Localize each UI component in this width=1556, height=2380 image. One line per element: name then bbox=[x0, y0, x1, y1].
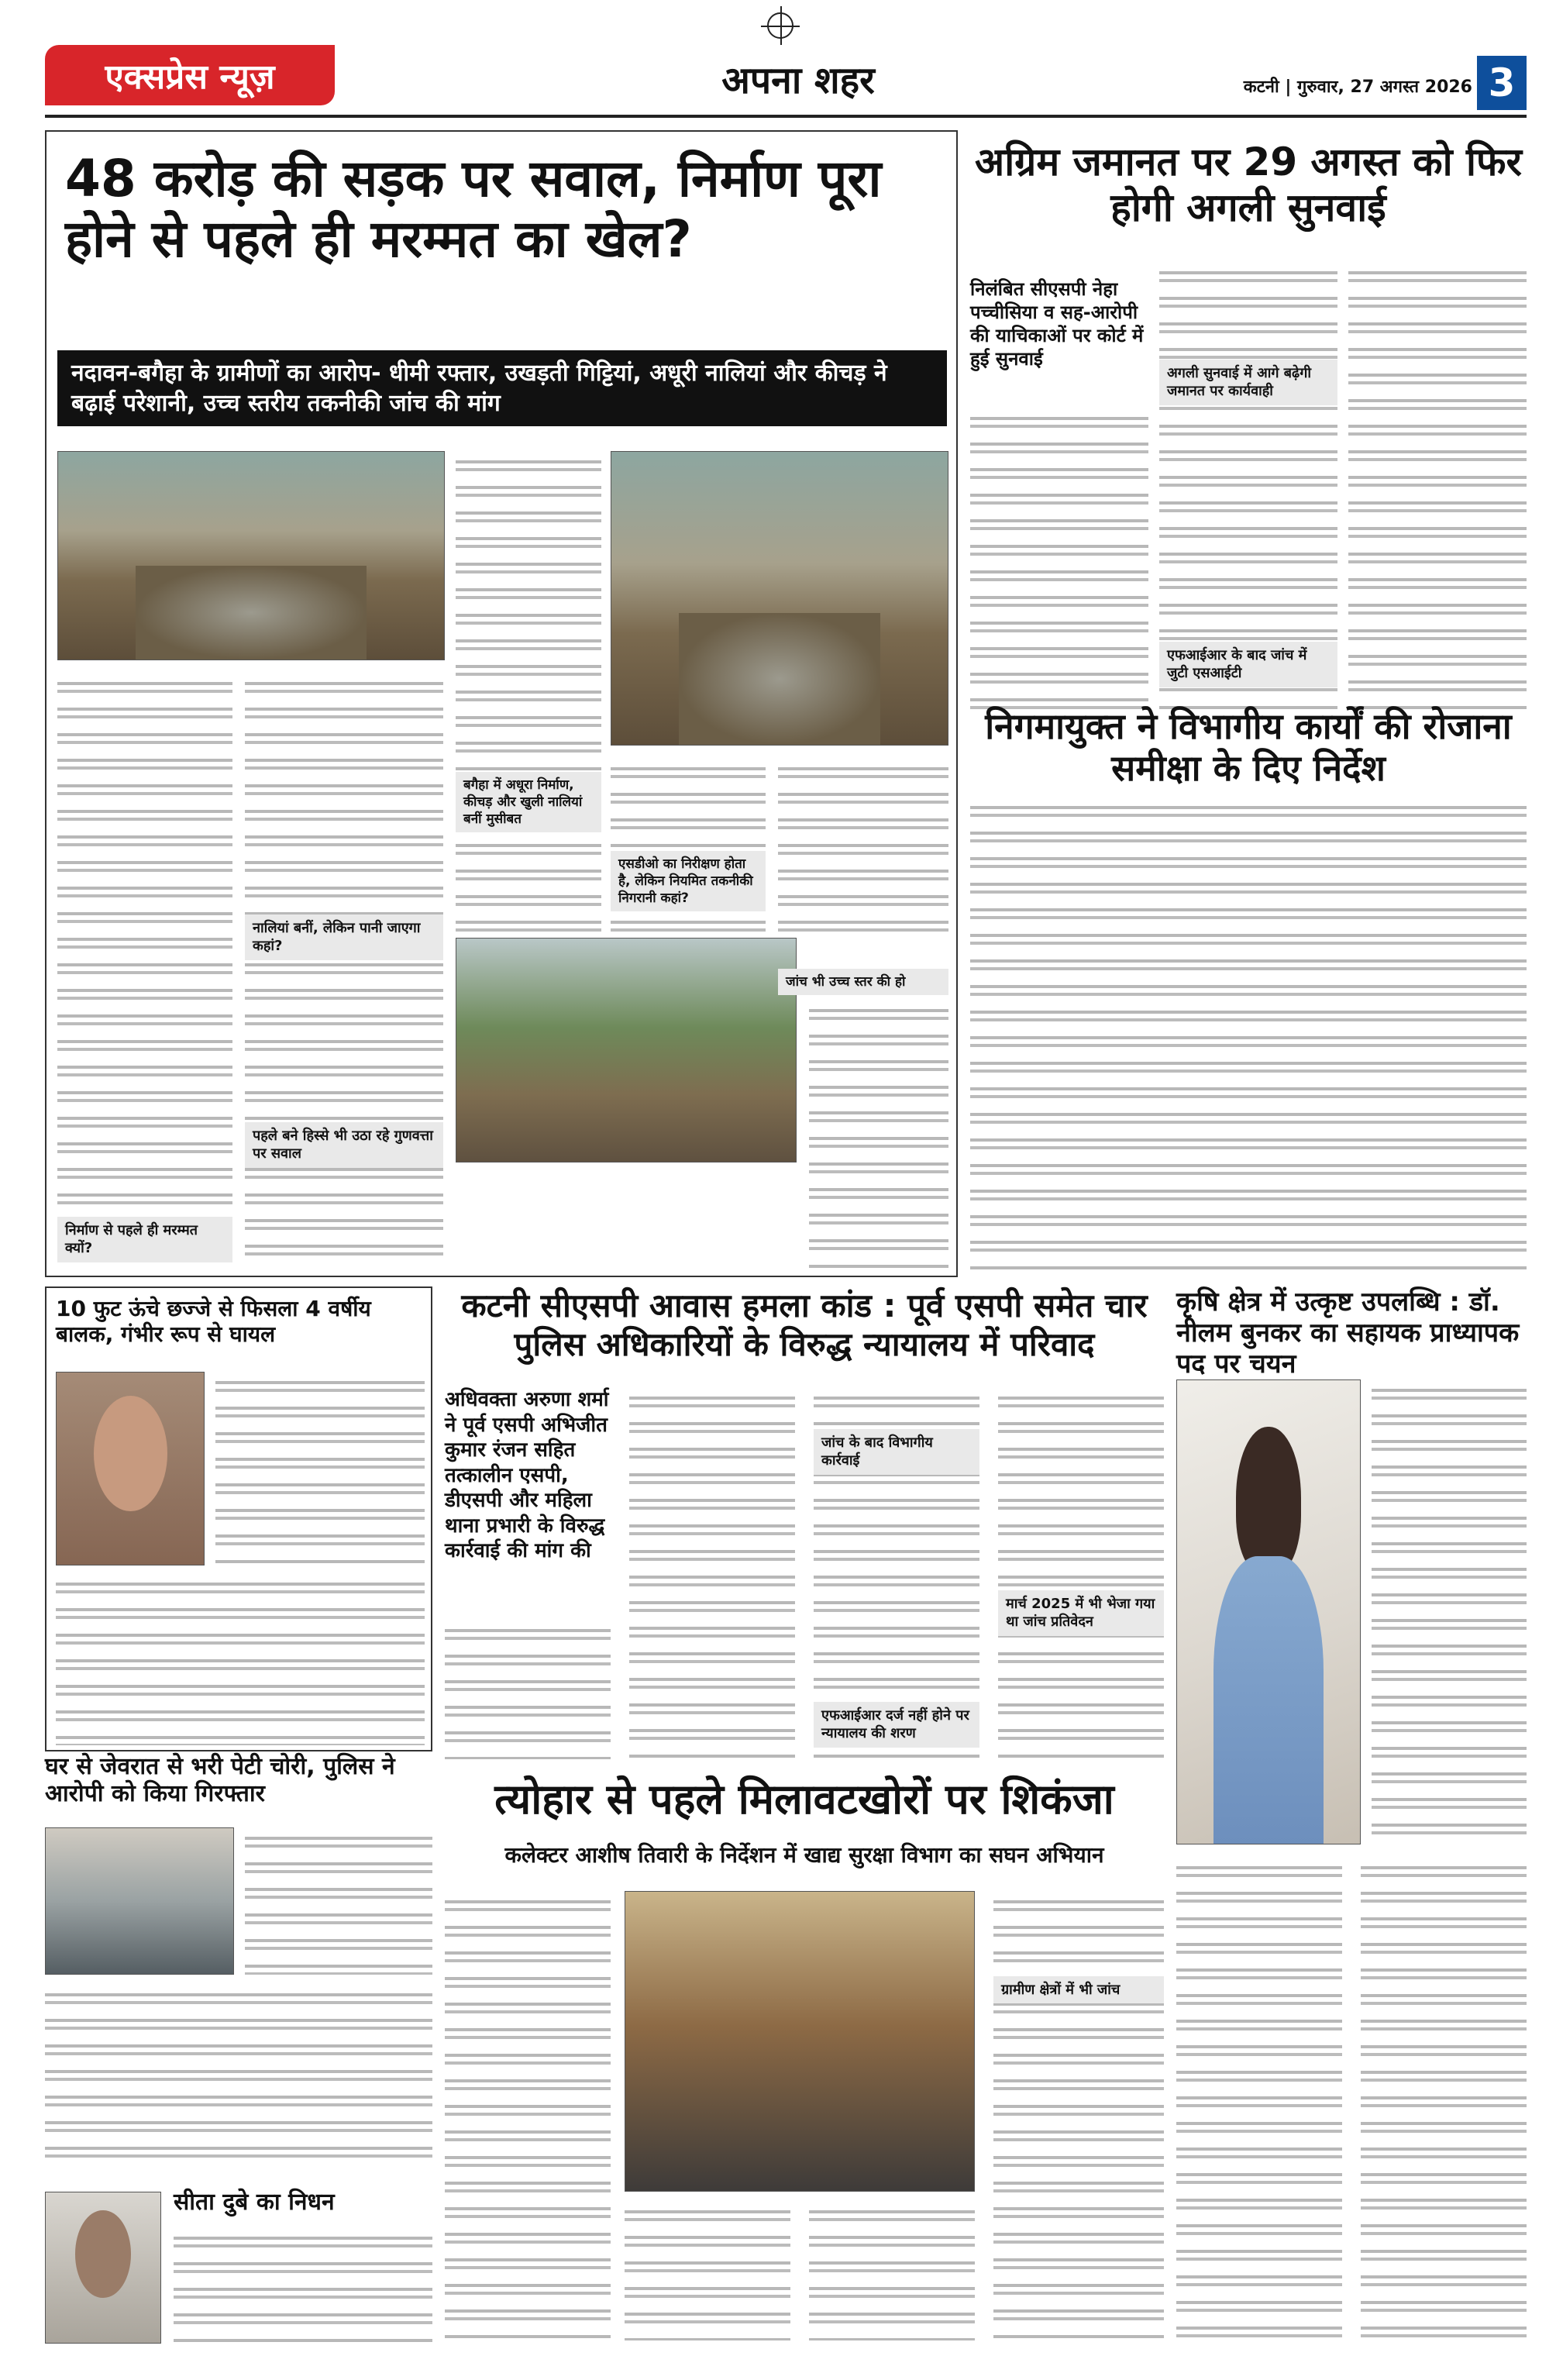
child-body bbox=[56, 1573, 425, 1745]
dateline: कटनी | गुरुवार, 27 अगस्त 2026 bbox=[1243, 77, 1472, 97]
assault-headline: कटनी सीएसपी आवास हमला कांड : पूर्व एसपी समेत चार पुलिस अधिकारियों के विरुद्ध न्यायालय में परिवाद bbox=[461, 1286, 1148, 1363]
lead-subhead-4: पहले बने हिस्से भी उठा रहे गुणवत्ता पर सवाल bbox=[245, 1122, 443, 1168]
newspaper-brand bbox=[45, 45, 335, 105]
assault-column-2 bbox=[629, 1387, 795, 1759]
lead-photo-broken-drain bbox=[57, 451, 445, 660]
food-column-2 bbox=[625, 2201, 790, 2340]
lead-subhead-5: एसडीओ का निरीक्षण होता है, लेकिन नियमित तकनीकी निगरानी कहां? bbox=[611, 851, 766, 911]
assault-subhead-1: जांच के बाद विभागीय कार्रवाई bbox=[814, 1429, 979, 1475]
child-photo bbox=[56, 1372, 205, 1565]
theft-headline: घर से जेवरात से भरी पेटी चोरी, पुलिस ने आरोपी को किया गिरफ्तार bbox=[45, 1753, 395, 1808]
agri-headline: कृषि क्षेत्र में उत्कृष्ट उपलब्धि : डॉ. नीलम बुनकर का सहायक प्राध्यापक पद पर चयन bbox=[1176, 1286, 1520, 1380]
child-column-1 bbox=[215, 1372, 425, 1565]
registration-mark-icon bbox=[767, 12, 793, 39]
lead-column-5 bbox=[778, 758, 948, 936]
assault-kicker: अधिवक्ता अरुणा शर्मा ने पूर्व एसपी अभिजीत कुमार रंजन सहित तत्कालीन एसपी, डीएसपी और महिला थाना प्रभारी के विरुद्ध कार्रवाई की मांग की bbox=[445, 1388, 609, 1562]
food-column-3 bbox=[809, 2201, 975, 2340]
agri-column-3 bbox=[1361, 1857, 1527, 2342]
bail-subhead-2: एफआईआर के बाद जांच में जुटी एसआईटी bbox=[1159, 642, 1337, 687]
brand-name: एक्सप्रेस न्यूज़ bbox=[105, 57, 275, 97]
theft-story bbox=[45, 1753, 432, 2179]
obituary-photo bbox=[45, 2192, 161, 2344]
bail-column-3 bbox=[1348, 262, 1527, 711]
assault-story bbox=[445, 1286, 1164, 1767]
food-column-4 bbox=[993, 1891, 1164, 2340]
child-story bbox=[45, 1286, 432, 1751]
commissioner-story bbox=[970, 705, 1527, 1277]
masthead-rule bbox=[45, 115, 1527, 118]
assault-column-4 bbox=[998, 1387, 1164, 1759]
lead-story bbox=[45, 130, 958, 1277]
lead-column-3 bbox=[456, 451, 601, 932]
assault-subhead-2: एफआईआर दर्ज नहीं होने पर न्यायालय की शरण bbox=[814, 1702, 979, 1748]
lead-column-6 bbox=[809, 1000, 948, 1269]
obituary-body bbox=[174, 2227, 432, 2344]
agri-column-2 bbox=[1176, 1857, 1342, 2342]
section-title: अपना शहर bbox=[721, 59, 875, 102]
lead-headline: 48 करोड़ की सड़क पर सवाल, निर्माण पूरा होने से पहले ही मरम्मत का खेल? bbox=[65, 149, 882, 269]
agri-photo-portrait bbox=[1176, 1379, 1361, 1844]
bail-headline: अग्रिम जमानत पर 29 अगस्त को फिर होगी अगली सुनवाई bbox=[975, 139, 1522, 230]
lead-subhead-1: निर्माण से पहले ही मरम्मत क्यों? bbox=[57, 1217, 232, 1262]
commissioner-body bbox=[970, 797, 1527, 1269]
theft-column-1 bbox=[245, 1827, 432, 1975]
lead-subhead-6: जांच भी उच्च स्तर की हो bbox=[778, 969, 948, 995]
obituary-headline: सीता दुबे का निधन bbox=[174, 2189, 335, 2216]
lead-subhead-2: नालियां बनीं, लेकिन पानी जाएगा कहां? bbox=[245, 914, 443, 960]
agri-story bbox=[1176, 1286, 1527, 2348]
lead-column-2 bbox=[245, 673, 443, 1269]
food-story bbox=[445, 1775, 1164, 2348]
commissioner-headline: निगमायुक्त ने विभागीय कार्यों की रोजाना समीक्षा के दिए निर्देश bbox=[985, 705, 1512, 790]
lead-photo-village-road bbox=[456, 938, 797, 1162]
page-number: 3 bbox=[1477, 56, 1527, 110]
food-headline: त्योहार से पहले मिलावटखोरों पर शिकंजा bbox=[494, 1775, 1114, 1824]
bail-column-1 bbox=[970, 408, 1148, 711]
theft-photo bbox=[45, 1827, 234, 1975]
lead-subhead-3: बगैहा में अधूरा निर्माण, कीचड़ और खुली नालियां बनीं मुसीबत bbox=[456, 772, 601, 832]
assault-subhead-3: मार्च 2025 में भी भेजा गया था जांच प्रतिवेदन bbox=[998, 1590, 1164, 1636]
food-subhead-1: ग्रामीण क्षेत्रों में भी जांच bbox=[993, 1976, 1164, 2003]
lead-photo-muddy-road bbox=[611, 451, 948, 746]
agri-column-1 bbox=[1372, 1379, 1527, 1844]
assault-column-1 bbox=[445, 1620, 611, 1759]
bail-story bbox=[970, 130, 1527, 719]
bail-kicker: निलंबित सीएसपी नेहा पच्चीसिया व सह-आरोपी की याचिकाओं पर कोर्ट में हुई सुनवाई bbox=[970, 278, 1144, 370]
food-photo-shop bbox=[625, 1891, 975, 2192]
theft-body bbox=[45, 1984, 432, 2170]
lead-deck: नदावन-बगैहा के ग्रामीणों का आरोप- धीमी रफ्तार, उखड़ती गिट्टियां, अधूरी नालियां और कीचड़ ने बढ़ाई परेशानी, उच्च स्तरीय तकनीकी जांच की मांग bbox=[57, 350, 947, 426]
bail-subhead-1: अगली सुनवाई में आगे बढ़ेगी जमानत पर कार्यवाही bbox=[1159, 360, 1337, 405]
food-deck: कलेक्टर आशीष तिवारी के निर्देशन में खाद्य सुरक्षा विभाग का सघन अभियान bbox=[504, 1842, 1104, 1868]
food-column-1 bbox=[445, 1891, 611, 2340]
obituary bbox=[45, 2185, 432, 2348]
child-headline: 10 फुट ऊंचे छज्जे से फिसला 4 वर्षीय बालक, गंभीर रूप से घायल bbox=[56, 1296, 371, 1348]
lead-column-1 bbox=[57, 673, 232, 1269]
